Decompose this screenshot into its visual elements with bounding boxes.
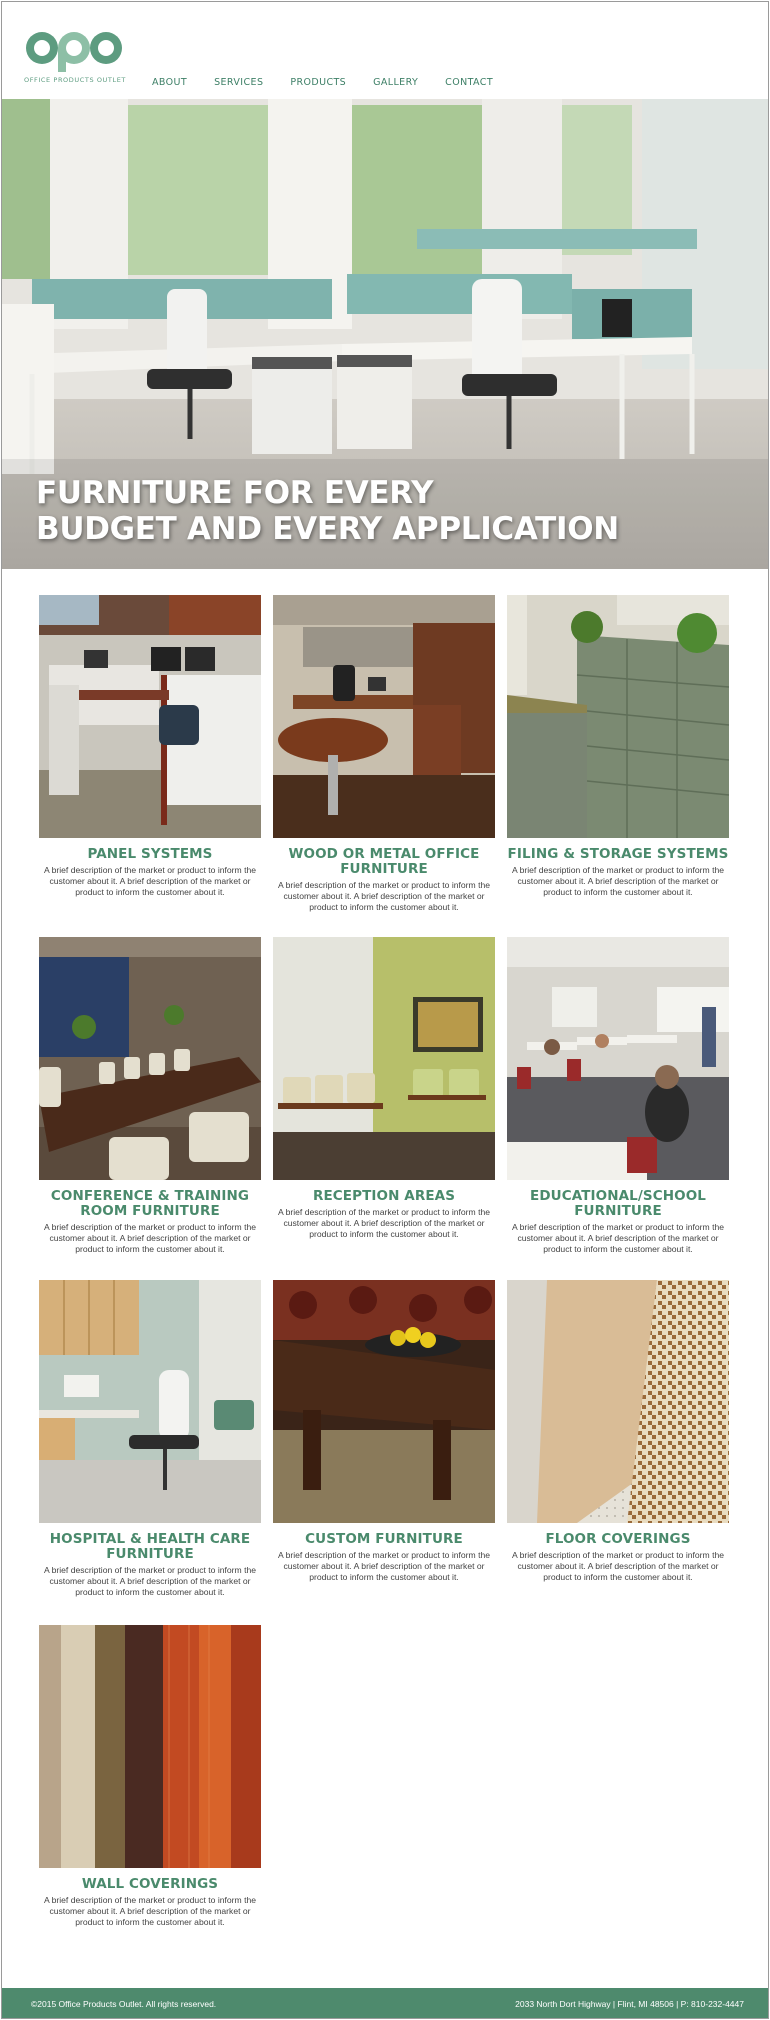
product-title: WOOD OR METAL OFFICE FURNITURE: [288, 846, 480, 877]
nav-contact[interactable]: CONTACT: [445, 77, 494, 88]
product-card-floor-coverings[interactable]: [507, 1280, 729, 1583]
nav-gallery[interactable]: GALLERY: [373, 77, 419, 88]
product-title: EDUCATIONAL/SCHOOL FURNITURE: [530, 1188, 706, 1219]
classroom-image: [507, 937, 729, 1180]
product-title: WALL COVERINGS: [81, 1876, 219, 1892]
product-description: A brief description of the market or product to inform the customer about it. A brief description of the market or product to inform the customer about it.: [277, 1207, 491, 1239]
logo-mark-icon: [24, 28, 126, 74]
page: [1, 1, 769, 2019]
product-description: A brief description of the market or product to inform the customer about it. A brief description of the market or product to inform the customer about it.: [277, 880, 491, 912]
product-card-custom-furniture[interactable]: [273, 1280, 495, 1583]
hero-headline: [36, 475, 619, 547]
nav-about[interactable]: ABOUT: [152, 77, 188, 88]
filing-storage-image: [507, 595, 729, 838]
hero-line-2: BUDGET AND EVERY APPLICATION: [36, 511, 619, 547]
product-card-hospital-health-care[interactable]: [39, 1280, 261, 1598]
floor-coverings-image: [507, 1280, 729, 1523]
product-title: PANEL SYSTEMS: [87, 846, 213, 862]
reception-area-image: [273, 937, 495, 1180]
site-header: [2, 2, 768, 98]
product-description: A brief description of the market or product to inform the customer about it. A brief description of the market or product to inform the customer about it.: [511, 865, 725, 897]
product-description: A brief description of the market or product to inform the customer about it. A brief description of the market or product to inform the customer about it.: [511, 1222, 725, 1254]
wood-metal-furniture-image: [273, 595, 495, 838]
hero-banner: [2, 99, 768, 569]
product-description: A brief description of the market or product to inform the customer about it. A brief description of the market or product to inform the customer about it.: [43, 1222, 257, 1254]
product-card-conference-training[interactable]: [39, 937, 261, 1255]
nav-products[interactable]: PRODUCTS: [290, 77, 347, 88]
hero-line-1: FURNITURE FOR EVERY: [36, 475, 434, 511]
logo-tagline: OFFICE PRODUCTS OUTLET: [24, 76, 126, 84]
health-care-office-image: [39, 1280, 261, 1523]
product-description: A brief description of the market or product to inform the customer about it. A brief description of the market or product to inform the customer about it.: [511, 1550, 725, 1582]
product-title: HOSPITAL & HEALTH CARE FURNITURE: [49, 1531, 251, 1562]
site-footer: [2, 1988, 768, 2019]
product-title: CONFERENCE & TRAINING ROOM FURNITURE: [50, 1188, 250, 1219]
product-card-filing-storage[interactable]: [507, 595, 729, 898]
panel-systems-image: [39, 595, 261, 838]
product-card-wood-metal-furniture[interactable]: [273, 595, 495, 913]
product-card-educational-school[interactable]: [507, 937, 729, 1255]
main-nav: [152, 77, 520, 88]
custom-furniture-image: [273, 1280, 495, 1523]
product-card-wall-coverings[interactable]: [39, 1625, 261, 1928]
product-title: RECEPTION AREAS: [312, 1188, 456, 1204]
product-description: A brief description of the market or product to inform the customer about it. A brief description of the market or product to inform the customer about it.: [43, 1565, 257, 1597]
footer-address: 2033 North Dort Highway | Flint, MI 48506 | P: 810-232-4447: [515, 1999, 744, 2009]
product-description: A brief description of the market or product to inform the customer about it. A brief description of the market or product to inform the customer about it.: [43, 865, 257, 897]
conference-room-image: [39, 937, 261, 1180]
product-card-panel-systems[interactable]: [39, 595, 261, 898]
product-card-reception-areas[interactable]: [273, 937, 495, 1240]
product-title: CUSTOM FURNITURE: [305, 1531, 463, 1547]
wall-coverings-image: [39, 1625, 261, 1868]
footer-copyright: ©2015 Office Products Outlet. All rights reserved.: [31, 1999, 217, 2009]
product-title: FILING & STORAGE SYSTEMS: [507, 846, 729, 862]
product-title: FLOOR COVERINGS: [545, 1531, 691, 1547]
product-description: A brief description of the market or product to inform the customer about it. A brief description of the market or product to inform the customer about it.: [277, 1550, 491, 1582]
product-description: A brief description of the market or product to inform the customer about it. A brief description of the market or product to inform the customer about it.: [43, 1895, 257, 1927]
nav-services[interactable]: SERVICES: [214, 77, 264, 88]
logo[interactable]: [24, 28, 126, 92]
